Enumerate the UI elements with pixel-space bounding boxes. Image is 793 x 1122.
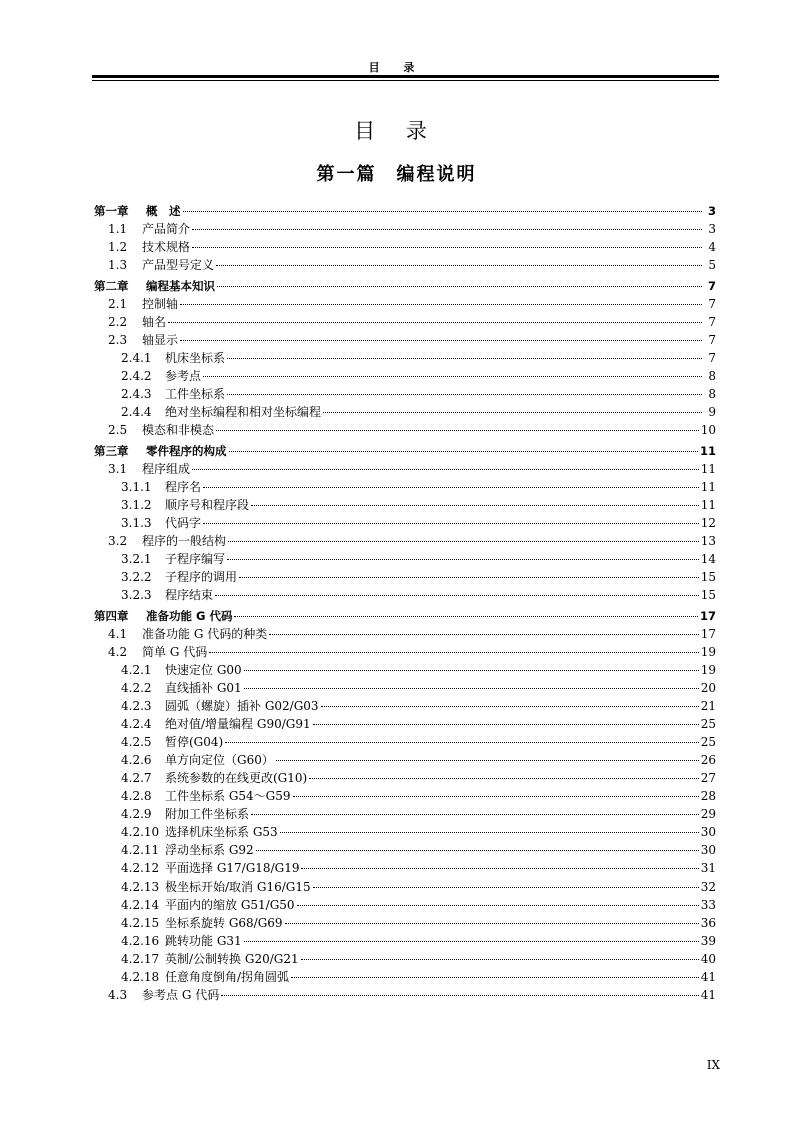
- toc-entry-number: 4.2.18: [121, 969, 160, 984]
- toc-entry-number: 1.1: [108, 222, 128, 237]
- toc-dot-leader: [168, 322, 702, 323]
- toc-dot-leader: [239, 577, 699, 578]
- toc-subsection-entry[interactable]: [94, 586, 716, 604]
- toc-entry-number: 4.2.7: [121, 771, 152, 786]
- toc-entry-title: 暂停(G04): [165, 735, 224, 750]
- toc-dot-leader: [251, 814, 699, 815]
- toc-entry-number: 4.2.17: [121, 951, 160, 966]
- toc-entry-number: 2.5: [108, 423, 128, 438]
- toc-entry-number: 4.1: [108, 626, 128, 641]
- toc-entry-number: 4.2.8: [121, 789, 152, 804]
- toc-entry-page: 8: [708, 387, 716, 402]
- toc-dot-leader: [269, 634, 699, 635]
- toc-subsection-entry[interactable]: [94, 733, 716, 751]
- toc-entry-page: 39: [700, 933, 716, 948]
- toc-entry-number: 第四章: [94, 608, 129, 623]
- toc-subsection-entry[interactable]: [94, 403, 716, 421]
- toc-dot-leader: [192, 229, 702, 230]
- toc-dot-leader: [227, 358, 702, 359]
- toc-dot-leader: [221, 995, 699, 996]
- toc-dot-leader: [301, 959, 699, 960]
- toc-section-entry[interactable]: [94, 625, 716, 643]
- toc-entry-title: 程序名: [165, 479, 202, 494]
- toc-dot-leader: [216, 265, 702, 266]
- toc-entry-title: 控制轴: [142, 296, 179, 311]
- toc-entry-title: 模态和非模态: [142, 423, 215, 438]
- toc-entry-title: 圆弧（螺旋）插补 G02/G03: [165, 699, 319, 714]
- toc-entry-page: 11: [700, 497, 716, 512]
- toc-subsection-entry[interactable]: [94, 968, 716, 986]
- toc-subsection-entry[interactable]: [94, 914, 716, 932]
- toc-dot-leader: [203, 487, 699, 488]
- toc-dot-leader: [228, 541, 699, 542]
- toc-subsection-entry[interactable]: [94, 367, 716, 385]
- toc-entry-page: 10: [700, 423, 716, 438]
- toc-entry-title: 概 述: [146, 204, 181, 218]
- toc-entry-title: 简单 G 代码: [142, 644, 208, 659]
- toc-entry-title: 绝对坐标编程和相对坐标编程: [165, 405, 322, 420]
- toc-dot-leader: [203, 376, 702, 377]
- toc-dot-leader: [217, 286, 702, 287]
- toc-dot-leader: [209, 652, 699, 653]
- toc-section-entry[interactable]: [94, 331, 716, 349]
- toc-entry-page: 12: [700, 515, 716, 530]
- toc-entry-number: 2.3: [108, 332, 128, 347]
- toc-dot-leader: [234, 616, 698, 617]
- part-title: 第一篇 编程说明: [316, 164, 477, 185]
- toc-subsection-entry[interactable]: [94, 478, 716, 496]
- toc-entry-page: 26: [700, 753, 716, 768]
- toc-entry-title: 平面内的缩放 G51/G50: [165, 897, 295, 912]
- toc-subsection-entry[interactable]: [94, 878, 716, 896]
- toc-entry-title: 顺序号和程序段: [165, 497, 250, 512]
- header-rule-thin: [92, 80, 719, 81]
- toc-subsection-entry[interactable]: [94, 496, 716, 514]
- toc-entry-number: 4.2.14: [121, 897, 160, 912]
- toc-entry-number: 第三章: [94, 443, 129, 458]
- toc-entry-page: 11: [700, 479, 716, 494]
- toc-dot-leader: [244, 688, 699, 689]
- toc-section-entry[interactable]: [94, 238, 716, 256]
- toc-entry-number: 4.2: [108, 644, 128, 659]
- toc-entry-title: 准备功能 G 代码: [146, 608, 233, 623]
- toc-subsection-entry[interactable]: [94, 823, 716, 841]
- toc-subsection-entry[interactable]: [94, 932, 716, 950]
- toc-subsection-entry[interactable]: [94, 859, 716, 877]
- toc-entry-number: 3.2.2: [121, 570, 152, 585]
- toc-entry-page: 14: [700, 552, 716, 567]
- toc-chapter-entry[interactable]: [94, 202, 716, 220]
- toc-dot-leader: [244, 941, 699, 942]
- toc-entry-page: 19: [700, 644, 716, 659]
- toc-entry-page: 17: [700, 626, 716, 641]
- toc-entry-title: 参考点: [165, 369, 202, 384]
- toc-entry-page: 5: [708, 258, 716, 273]
- toc-subsection-entry[interactable]: [94, 787, 716, 805]
- toc-entry-number: 4.2.4: [121, 717, 152, 732]
- toc-entry-title: 平面选择 G17/G18/G19: [165, 861, 300, 876]
- toc-entry-page: 7: [708, 332, 716, 347]
- toc-entry-title: 程序结束: [165, 588, 214, 603]
- toc-entry-page: 13: [700, 534, 716, 549]
- toc-entry-page: 3: [708, 222, 716, 237]
- toc-entry-page: 7: [708, 314, 716, 329]
- toc-entry-page: 15: [700, 588, 716, 603]
- toc-subsection-entry[interactable]: [94, 679, 716, 697]
- toc-entry-title: 快速定位 G00: [165, 662, 242, 677]
- toc-entry-page: 4: [708, 240, 716, 255]
- toc-entry-number: 2.4.4: [121, 405, 152, 420]
- toc-section-entry[interactable]: [94, 295, 716, 313]
- toc-entry-number: 2.4.3: [121, 387, 152, 402]
- toc-dot-leader: [285, 923, 699, 924]
- toc-entry-number: 第二章: [94, 278, 129, 293]
- toc-entry-title: 程序的一般结构: [142, 534, 227, 549]
- toc-dot-leader: [216, 430, 699, 431]
- toc-dot-leader: [229, 451, 698, 452]
- toc-entry-title: 绝对值/增量编程 G90/G91: [165, 717, 311, 732]
- toc-entry-number: 1.3: [108, 258, 128, 273]
- toc-dot-leader: [309, 778, 698, 779]
- toc-dot-leader: [293, 796, 699, 797]
- toc-entry-number: 3.2.3: [121, 588, 152, 603]
- toc-chapter-entry[interactable]: [94, 442, 716, 460]
- toc-entry-page: 25: [700, 735, 716, 750]
- toc-entry-number: 2.4.2: [121, 369, 152, 384]
- toc-entry-page: 30: [700, 825, 716, 840]
- toc-entry-title: 工件坐标系 G54～G59: [165, 789, 291, 804]
- toc-dot-leader: [297, 905, 699, 906]
- toc-section-entry[interactable]: [94, 986, 716, 1004]
- toc-entry-title: 准备功能 G 代码的种类: [142, 626, 268, 641]
- header-rule-thick: [92, 75, 719, 78]
- toc-entry-page: 11: [699, 443, 716, 458]
- toc-entry-number: 4.2.6: [121, 753, 152, 768]
- toc-dot-leader: [280, 832, 699, 833]
- toc-entry-page: 19: [700, 662, 716, 677]
- toc-section-entry[interactable]: [94, 313, 716, 331]
- toc-entry-page: 15: [700, 570, 716, 585]
- running-header: 目 录: [368, 61, 425, 74]
- toc-entry-number: 第一章: [94, 204, 129, 218]
- toc-entry-number: 4.2.1: [121, 662, 152, 677]
- toc-entry-title: 程序组成: [142, 461, 191, 476]
- toc-entry-page: 30: [700, 843, 716, 858]
- page-number: IX: [706, 1058, 720, 1072]
- toc-entry-number: 4.2.12: [121, 861, 160, 876]
- toc-chapter-entry[interactable]: [94, 277, 716, 295]
- toc-entry-number: 2.4.1: [121, 350, 152, 365]
- toc-entry-page: 3: [707, 204, 716, 218]
- toc-entry-page: 41: [700, 987, 716, 1002]
- toc-entry-page: 28: [700, 789, 716, 804]
- toc-dot-leader: [180, 340, 702, 341]
- toc-entry-number: 4.2.2: [121, 681, 152, 695]
- toc-entry-page: 36: [700, 915, 716, 930]
- toc-entry-page: 21: [700, 699, 716, 714]
- toc-entry-number: 4.2.15: [121, 915, 160, 930]
- toc-dot-leader: [313, 724, 699, 725]
- toc-dot-leader: [227, 559, 699, 560]
- toc-entry-number: 4.3: [108, 987, 128, 1002]
- toc-dot-leader: [313, 887, 699, 888]
- toc-entry-number: 3.1.2: [121, 497, 152, 512]
- toc-entry-title: 英制/公制转换 G20/G21: [165, 951, 299, 966]
- toc-section-entry[interactable]: [94, 532, 716, 550]
- toc-section-entry[interactable]: [94, 220, 716, 238]
- toc-dot-leader: [192, 469, 699, 470]
- toc-entry-page: 9: [708, 405, 716, 420]
- toc-entry-title: 机床坐标系: [165, 350, 226, 365]
- toc-entry-page: 7: [707, 278, 716, 293]
- toc-entry-title: 浮动坐标系 G92: [165, 843, 254, 858]
- toc-entry-page: 41: [700, 969, 716, 984]
- toc-entry-number: 4.2.3: [121, 699, 152, 714]
- toc-entry-title: 轴名: [142, 314, 167, 329]
- toc-dot-leader: [301, 868, 698, 869]
- toc-dot-leader: [192, 247, 702, 248]
- toc-subsection-entry[interactable]: [94, 841, 716, 859]
- toc-entry-title: 直线插补 G01: [165, 681, 242, 695]
- toc-subsection-entry[interactable]: [94, 661, 716, 679]
- toc-dot-leader: [225, 742, 698, 743]
- toc-entry-page: 33: [700, 897, 716, 912]
- toc-entry-page: 40: [700, 951, 716, 966]
- toc-entry-page: 25: [700, 717, 716, 732]
- toc-entry-title: 跳转功能 G31: [165, 933, 242, 948]
- toc-subsection-entry[interactable]: [94, 550, 716, 568]
- toc-entry-page: 17: [699, 608, 716, 623]
- toc-entry-title: 选择机床坐标系 G53: [165, 825, 278, 840]
- toc-dot-leader: [276, 760, 699, 761]
- toc-subsection-entry[interactable]: [94, 514, 716, 532]
- toc-entry-page: 7: [708, 350, 716, 365]
- toc-entry-title: 子程序的调用: [165, 570, 238, 585]
- toc-subsection-entry[interactable]: [94, 896, 716, 914]
- toc-entry-number: 4.2.10: [121, 825, 160, 840]
- toc-entry-number: 3.2: [108, 534, 128, 549]
- toc-entry-title: 单方向定位（G60）: [165, 753, 274, 768]
- toc-entry-number: 2.2: [108, 314, 128, 329]
- toc-entry-title: 编程基本知识: [146, 278, 215, 293]
- toc-entry-title: 零件程序的构成: [146, 443, 227, 458]
- toc-subsection-entry[interactable]: [94, 805, 716, 823]
- toc-entry-number: 3.1: [108, 461, 128, 476]
- toc-entry-title: 极坐标开始/取消 G16/G15: [165, 879, 311, 894]
- toc-entry-number: 4.2.13: [121, 879, 160, 894]
- toc-entry-number: 3.1.1: [121, 479, 152, 494]
- toc-entry-title: 子程序编写: [165, 552, 226, 567]
- toc-entry-title: 产品简介: [142, 222, 191, 237]
- toc-subsection-entry[interactable]: [94, 751, 716, 769]
- toc-dot-leader: [183, 211, 703, 212]
- toc-entry-title: 参考点 G 代码: [142, 987, 220, 1002]
- toc-entry-number: 2.1: [108, 296, 128, 311]
- toc-chapter-entry[interactable]: [94, 607, 716, 625]
- toc-entry-page: 29: [700, 807, 716, 822]
- toc-entry-number: 4.2.11: [121, 843, 160, 858]
- toc-dot-leader: [180, 304, 702, 305]
- toc-entry-title: 产品型号定义: [142, 258, 215, 273]
- toc-section-entry[interactable]: [94, 643, 716, 661]
- toc-entry-number: 1.2: [108, 240, 128, 255]
- toc-entry-number: 3.2.1: [121, 552, 152, 567]
- toc-subsection-entry[interactable]: [94, 950, 716, 968]
- toc-entry-title: 任意角度倒角/拐角圆弧: [165, 969, 290, 984]
- toc-subsection-entry[interactable]: [94, 697, 716, 715]
- toc-subsection-entry[interactable]: [94, 349, 716, 367]
- toc-entry-title: 工件坐标系: [165, 387, 226, 402]
- toc-dot-leader: [244, 670, 699, 671]
- toc-entry-page: 8: [708, 369, 716, 384]
- toc-entry-page: 20: [700, 681, 716, 695]
- toc-entry-number: 4.2.9: [121, 807, 152, 822]
- toc-entry-number: 4.2.5: [121, 735, 152, 750]
- toc-entry-title: 坐标系旋转 G68/G69: [165, 915, 283, 930]
- toc-entry-title: 技术规格: [142, 240, 191, 255]
- table-of-contents: [94, 202, 716, 1004]
- toc-dot-leader: [291, 977, 699, 978]
- toc-subsection-entry[interactable]: [94, 769, 716, 787]
- toc-entry-title: 轴显示: [142, 332, 179, 347]
- toc-subsection-entry[interactable]: [94, 385, 716, 403]
- toc-dot-leader: [251, 505, 699, 506]
- toc-section-entry[interactable]: [94, 460, 716, 478]
- toc-entry-title: 系统参数的在线更改(G10): [165, 771, 308, 786]
- toc-entry-number: 3.1.3: [121, 515, 152, 530]
- toc-dot-leader: [323, 412, 702, 413]
- toc-dot-leader: [227, 394, 702, 395]
- toc-section-entry[interactable]: [94, 256, 716, 274]
- toc-subsection-entry[interactable]: [94, 715, 716, 733]
- toc-dot-leader: [321, 706, 699, 707]
- page-title: 目 录: [354, 119, 439, 143]
- toc-entry-page: 27: [700, 771, 716, 786]
- toc-entry-page: 31: [700, 861, 716, 876]
- toc-entry-number: 4.2.16: [121, 933, 160, 948]
- toc-dot-leader: [256, 850, 699, 851]
- toc-entry-page: 11: [700, 461, 716, 476]
- toc-entry-title: 代码字: [165, 515, 202, 530]
- toc-subsection-entry[interactable]: [94, 568, 716, 586]
- toc-entry-page: 7: [708, 296, 716, 311]
- toc-entry-title: 附加工件坐标系: [165, 807, 250, 822]
- toc-dot-leader: [203, 523, 699, 524]
- toc-entry-page: 32: [700, 879, 716, 894]
- toc-dot-leader: [215, 595, 699, 596]
- toc-section-entry[interactable]: [94, 421, 716, 439]
